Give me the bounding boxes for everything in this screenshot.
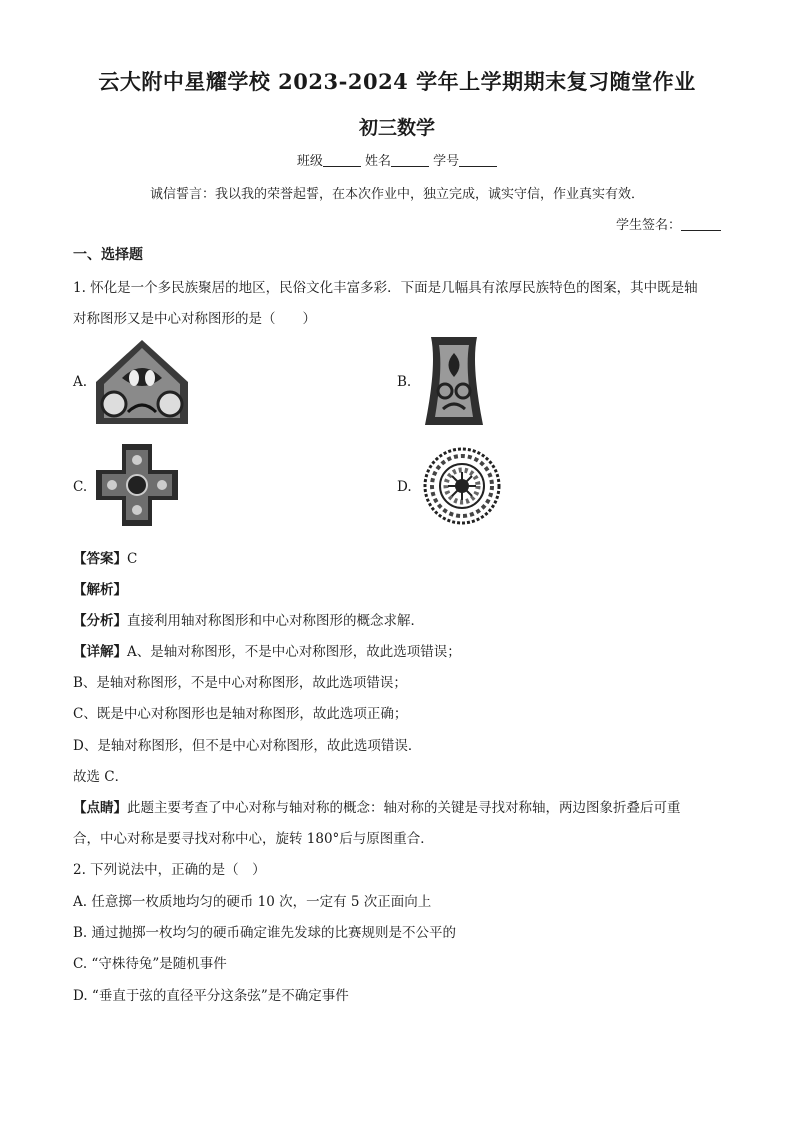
q1-fenxi [73, 609, 424, 629]
q1-option-b-label: B. [397, 374, 412, 390]
number-blank [459, 152, 497, 167]
page-title: 云大附中星耀学校 2023-2024 学年上学期期末复习随堂作业 [98, 69, 696, 94]
folk-pattern-a-image [94, 338, 190, 426]
q2-option-d: D. “垂直于弦的直径平分这条弦”是不确定事件 [73, 988, 349, 1004]
number-label: 学号 [433, 154, 460, 169]
fenxi-tag: 【分析】 [73, 613, 127, 629]
comment-line1: 此题主要考查了中心对称与轴对称的概念：轴对称的关键是寻找对称轴，两边图象折叠后可重 [127, 800, 681, 816]
comment-line2: 合，中心对称是要寻找对称中心，旋转 180°后与原图重合． [73, 831, 434, 847]
conclusion: 故选 C． [73, 769, 129, 785]
answer-tag: 【答案】 [73, 551, 127, 567]
signature-row [616, 214, 721, 233]
q2-option-b: B. 通过抛掷一枚均匀的硬币确定谁先发球的比赛规则是不公平的 [73, 925, 457, 941]
q1-detail [73, 640, 461, 660]
q1-option-d-label: D. [397, 479, 412, 495]
detail-a: A、是轴对称图形，不是中心对称图形，故此选项错误； [127, 644, 461, 660]
class-blank [323, 152, 361, 167]
fenxi-text: 直接利用轴对称图形和中心对称图形的概念求解． [127, 613, 424, 629]
detail-c: C、既是中心对称图形也是轴对称图形，故此选项正确； [73, 706, 408, 722]
honesty-oath: 诚信誓言：我以我的荣誉起誓，在本次作业中，独立完成，诚实守信，作业真实有效． [149, 187, 644, 202]
analysis-tag: 【解析】 [73, 582, 127, 598]
name-blank [391, 152, 429, 167]
signature-blank [681, 216, 721, 231]
class-label: 班级 [296, 154, 323, 169]
name-label: 姓名 [364, 154, 391, 169]
signature-label: 学生签名： [615, 218, 681, 233]
q1-comment [73, 796, 681, 816]
q2-stem: 2. 下列说法中，正确的是（ ） [73, 862, 266, 878]
q1-answer [73, 547, 137, 567]
answer-value: C [127, 551, 138, 567]
q1-option-a-label: A. [73, 374, 88, 390]
q1-stem-line1: 1. 怀化是一个多民族聚居的地区，民俗文化丰富多彩．下面是几幅具有浓厚民族特色的图案，其中既是轴 [73, 280, 698, 296]
folk-pattern-b-image [423, 335, 485, 429]
comment-tag: 【点睛】 [73, 800, 127, 816]
folk-pattern-c-image [94, 442, 180, 528]
detail-d: D、是轴对称图形，但不是中心对称图形，故此选项错误． [73, 738, 422, 754]
detail-tag: 【详解】 [73, 644, 127, 660]
section-title: 一、选择题 [73, 247, 143, 263]
q2-option-a: A. 任意掷一枚质地均匀的硬币 10 次，一定有 5 次正面向上 [73, 894, 432, 910]
detail-b: B、是轴对称图形，不是中心对称图形，故此选项错误； [73, 675, 407, 691]
q1-stem-line2: 对称图形又是中心对称图形的是（ ） [73, 311, 316, 327]
student-info-row [0, 150, 794, 169]
folk-pattern-d-image [422, 446, 502, 526]
q1-option-c-label: C. [73, 479, 88, 495]
page-subtitle: 初三数学 [358, 117, 435, 139]
q2-option-c: C. “守株待兔”是随机事件 [73, 956, 227, 972]
